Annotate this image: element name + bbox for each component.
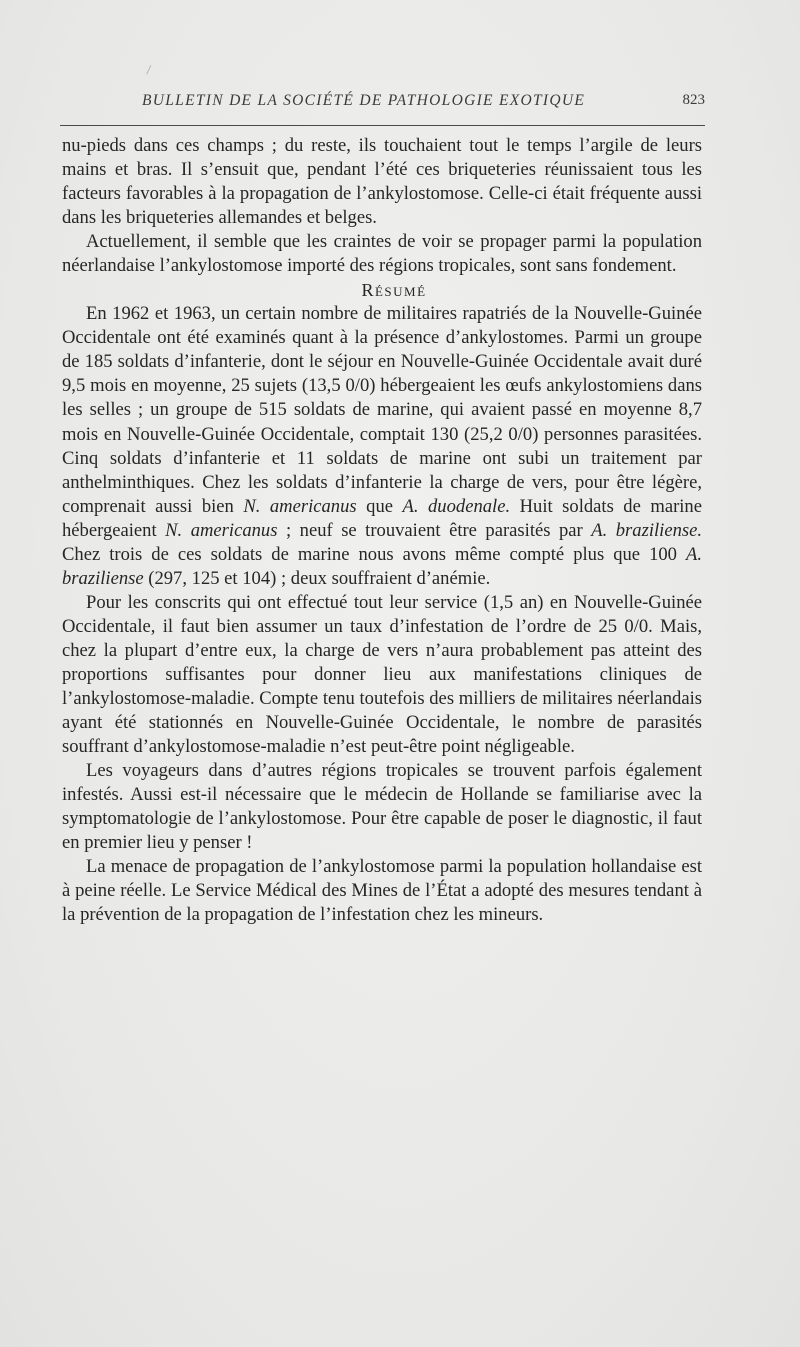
species-name: A. braziliense bbox=[62, 543, 702, 589]
resume-paragraph-2: Pour les conscrits qui ont effectué tout leur service (1,5 an) en Nouvelle-Guinée Occidentale, il faut bien assumer un taux d’infestation de l’ordre de 25 0/0. Mais, chez la plupart d’entre eux, la charge de vers n’aura probablement pas atteint des proportions suffisantes pour donner lieu aux manifestations cliniques de l’ankylostomose-maladie. Compte tenu toutefois des milliers de militaires néerlandais ayant été stationnés en Nouvelle-Guinée Occidentale, le nombre de parasités souffrant d’ankylostomose-maladie n’est peut-être point négligeable. bbox=[62, 591, 702, 758]
resume-paragraph-1 bbox=[62, 302, 702, 591]
species-name: N. americanus bbox=[165, 519, 278, 541]
species-name: A. duodenale. bbox=[402, 495, 511, 517]
page-number: 823 bbox=[682, 92, 705, 108]
page-blemish bbox=[146, 65, 157, 77]
section-title-resume: Résumé bbox=[361, 280, 427, 301]
running-head bbox=[60, 92, 705, 122]
resume-paragraph-3: Les voyageurs dans d’autres régions tropicales se trouvent parfois également infestés. Aussi est-il nécessaire que le médecin de Hollande se familiarise avec la symptomatologie de l’ankylostomose. Pour être capable de poser le diagnostic, il faut en premier lieu y penser ! bbox=[62, 760, 702, 854]
header-rule bbox=[60, 125, 705, 126]
resume-paragraph-4: La menace de propagation de l’ankylostomose parmi la population hollandaise est à peine réelle. Le Service Médical des Mines de l’État a adopté des mesures tendant à la prévention de la propagation de l’infestation chez les mineurs. bbox=[62, 856, 702, 926]
resume-1-text-b: que bbox=[366, 495, 393, 517]
body-text bbox=[62, 134, 702, 928]
resume-1-text-f: (297, 125 et 104) ; deux souffraient d’anémie. bbox=[148, 567, 491, 589]
species-name: A. braziliense. bbox=[591, 519, 703, 541]
resume-1-text-d: ; neuf se trouvaient être parasités par bbox=[285, 519, 583, 541]
paragraph-actuellement: Actuellement, il semble que les craintes de voir se propager parmi la population néerlandaise l’ankylostomose importé des régions tropicales, sont sans fondement. bbox=[62, 231, 702, 277]
resume-1-text-e: Chez trois de ces soldats de marine nous avons même compté plus que 100 bbox=[62, 543, 677, 565]
paragraph-continued: nu-pieds dans ces champs ; du reste, ils touchaient tout le temps l’argile de leurs mains et bras. Il s’ensuit que, pendant l’été ces briqueteries réunissaient tous les facteurs favorables à la propagation de l’ankylostomose. Celle-ci était fréquente aussi dans les briqueteries allemandes et belges. bbox=[62, 135, 702, 229]
resume-1-text-a: En 1962 et 1963, un certain nombre de militaires rapatriés de la Nouvelle-Guinée Occidentale ont été examinés quant à la présence d’ankylostomes. Parmi un groupe de 185 soldats d’infanterie, dont le séjour en Nouvelle-Guinée Occidentale avait duré 9,5 mois en moyenne, 25 sujets (13,5 0/0) hébergeaient les œufs ankylostomiens dans les selles ; un groupe de 515 soldats de marine, qui avaient passé en moyenne 8,7 mois en Nouvelle-Guinée Occidentale, comptait 130 (25,2 0/0) personnes parasitées. Cinq soldats d’infanterie et 11 soldats de marine ont subi un traitement par anthelminthiques. Chez les soldats d’infanterie la charge de vers, pour être légère, comprenait aussi bien bbox=[62, 303, 702, 517]
resume-1-text-c: Huit soldats de marine hébergeaient bbox=[62, 495, 702, 541]
species-name: N. americanus bbox=[243, 495, 357, 517]
journal-title: BULLETIN DE LA SOCIÉTÉ DE PATHOLOGIE EXOTIQUE bbox=[142, 92, 586, 109]
